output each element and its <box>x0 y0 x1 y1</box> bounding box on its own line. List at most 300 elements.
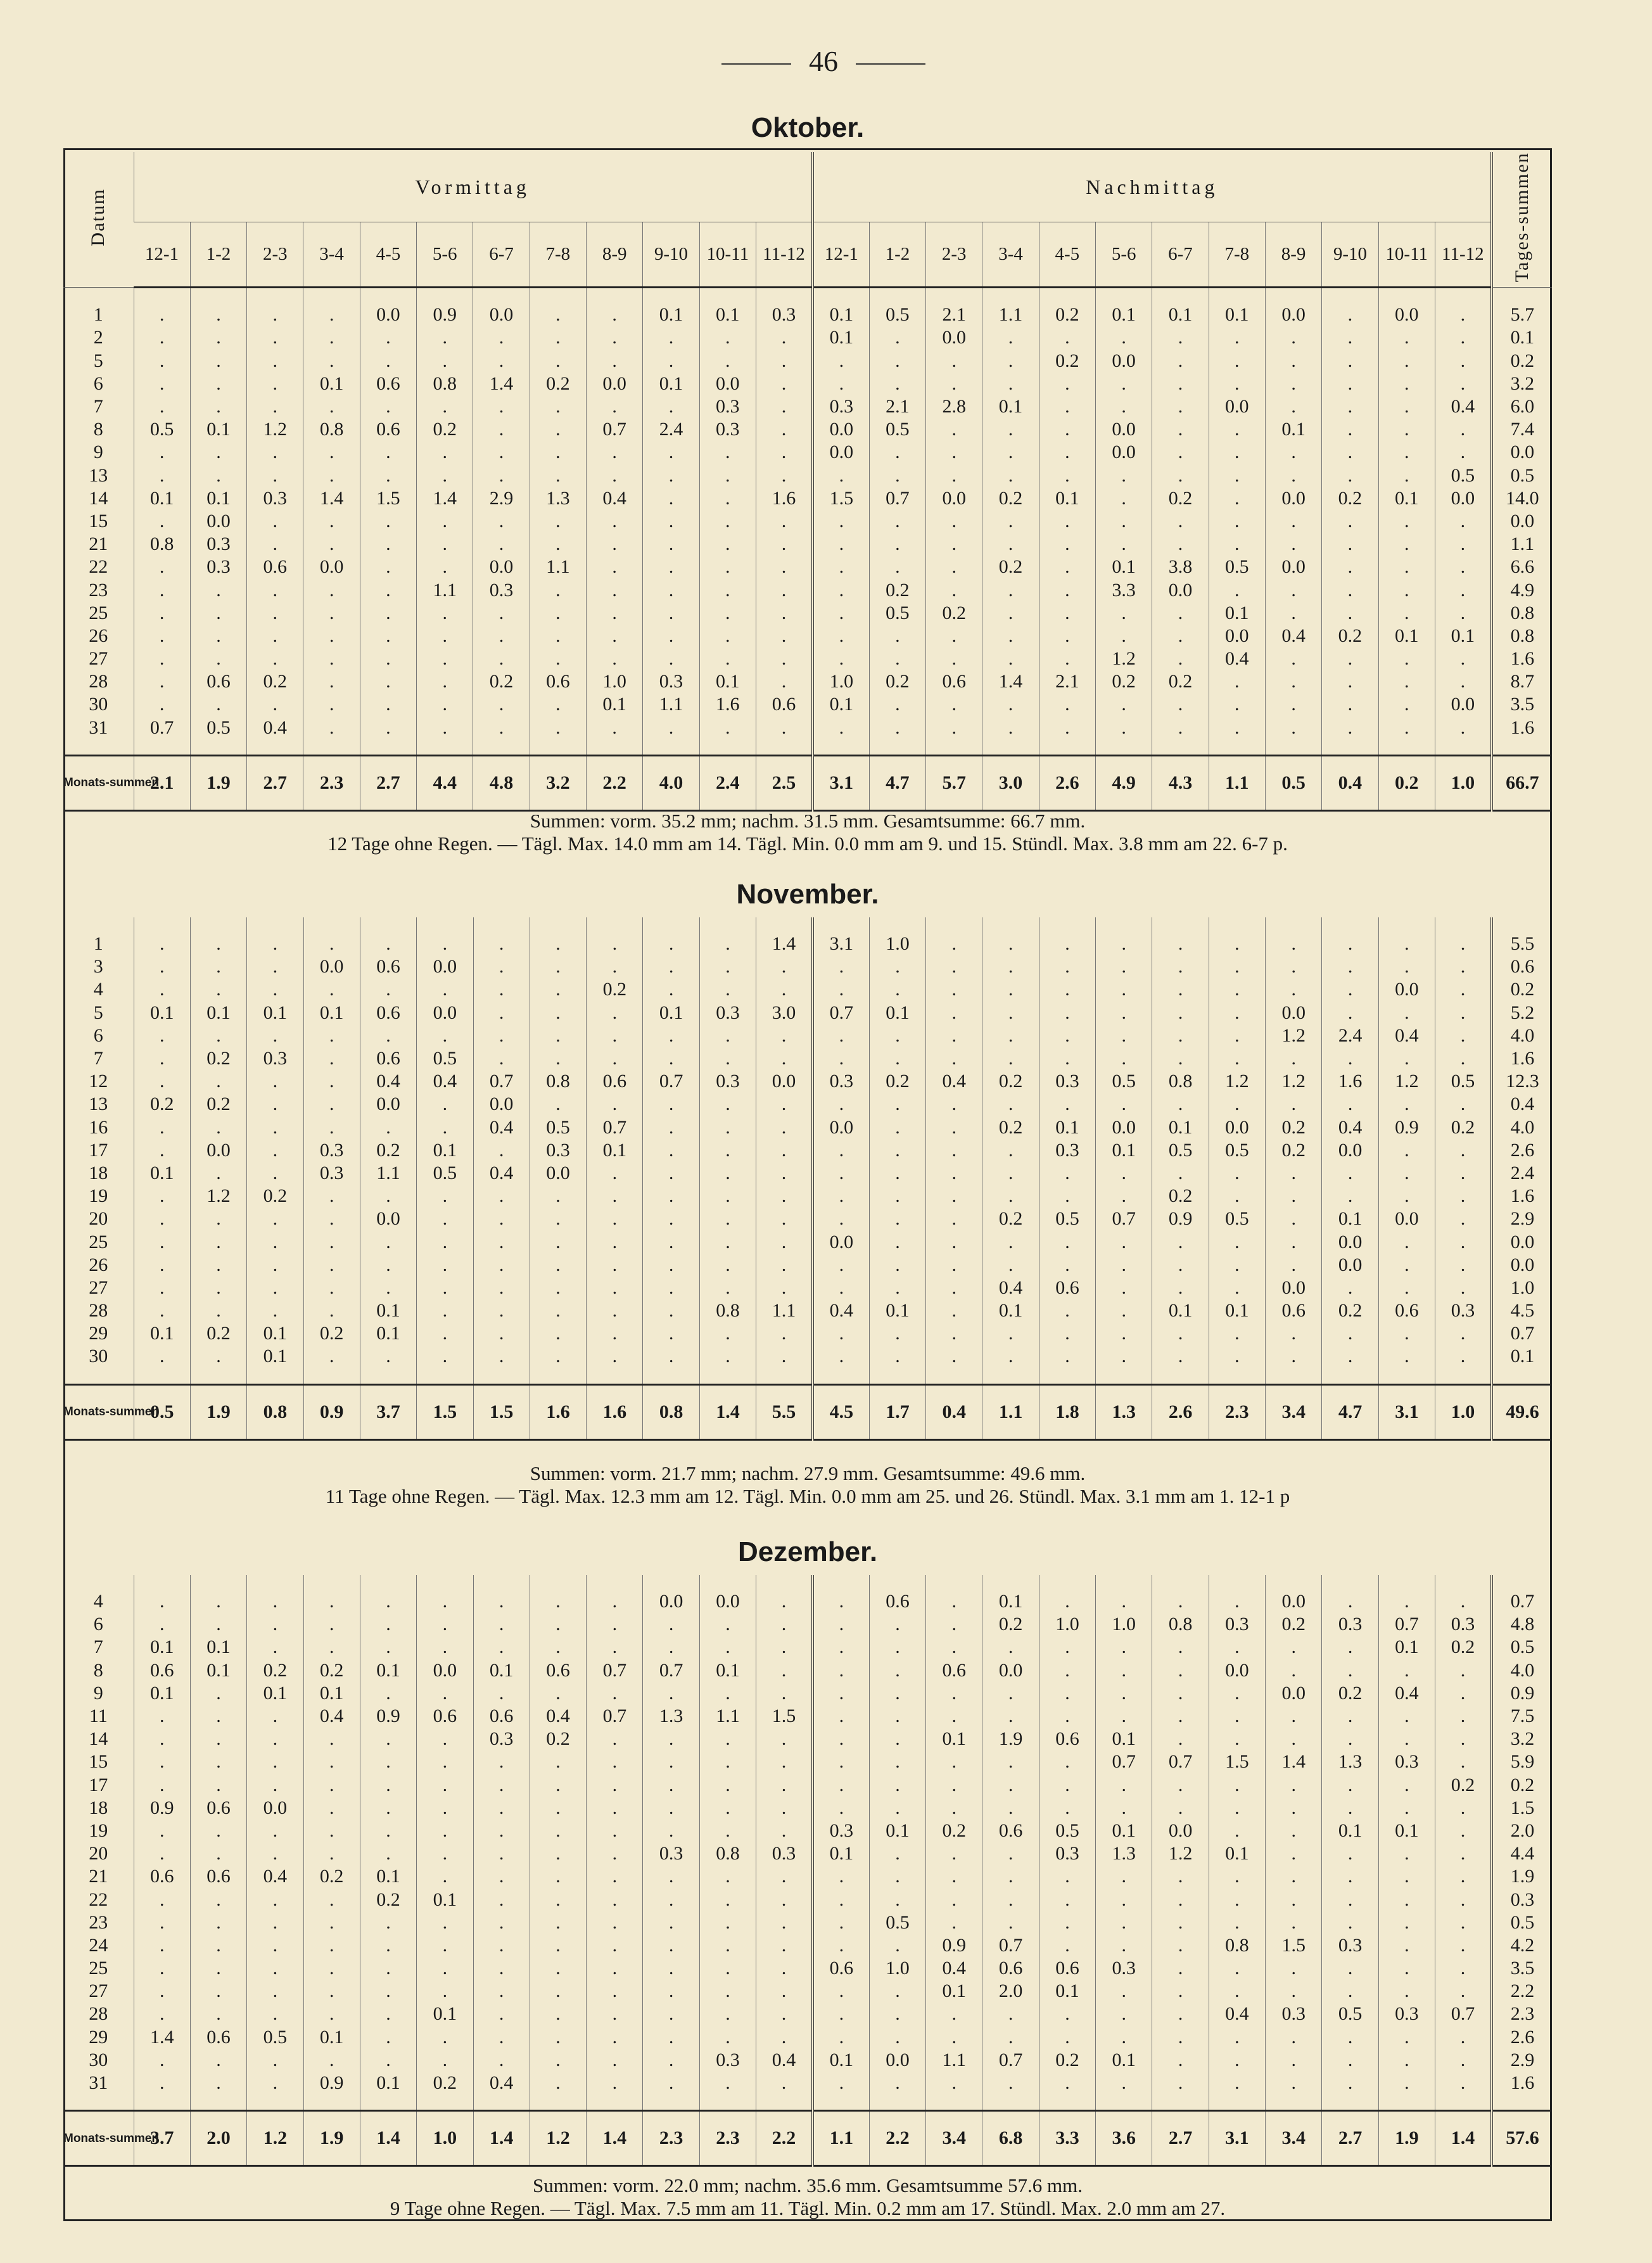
hour-value-cell: . <box>1322 1345 1378 1368</box>
hour-value-cell: . <box>643 1957 699 1980</box>
table-row <box>63 1728 1552 1750</box>
hour-value-cell: . <box>643 1888 699 1911</box>
hour-sum-cell: 1.0 <box>1435 755 1491 810</box>
hour-sum-cell: 2.2 <box>756 2111 813 2166</box>
hour-value-cell: . <box>247 2072 303 2094</box>
table-row <box>63 1911 1552 1934</box>
hour-value-cell: 2.8 <box>926 395 982 418</box>
hour-value-cell: 0.5 <box>134 418 190 441</box>
hour-value-cell: . <box>360 1842 416 1865</box>
hour-value-cell: . <box>982 1774 1039 1797</box>
hour-value-cell: . <box>643 1820 699 1842</box>
hour-value-cell: . <box>587 1093 643 1116</box>
hour-value-cell: . <box>473 350 530 373</box>
hour-value-cell: . <box>982 418 1039 441</box>
hour-value-cell: . <box>134 1185 190 1208</box>
hour-value-cell: . <box>756 350 812 373</box>
table-row <box>63 1139 1552 1162</box>
hour-value-cell: 0.1 <box>247 1322 303 1345</box>
table-row <box>63 464 1552 487</box>
hour-value-cell: 0.0 <box>813 1116 869 1139</box>
hour-value-cell: . <box>587 1002 643 1024</box>
table-row <box>63 1590 1552 1613</box>
hour-value-cell: 0.1 <box>699 1659 756 1682</box>
hour-value-cell: 0.0 <box>813 441 869 464</box>
hour-value-cell: . <box>699 1093 756 1116</box>
hour-value-cell: . <box>982 1162 1039 1185</box>
hour-value-cell: 0.8 <box>1209 1934 1265 1957</box>
summary-dezember <box>63 2174 1552 2220</box>
hour-sum-cell: 2.6 <box>1039 755 1095 810</box>
hour-value-cell: . <box>247 1750 303 1773</box>
hour-value-cell: . <box>1152 1888 1209 1911</box>
hour-value-cell: 0.9 <box>926 1934 982 1957</box>
hour-value-cell: 0.5 <box>417 1047 473 1070</box>
hour-value-cell: . <box>926 1047 982 1070</box>
hour-value-cell: . <box>247 693 303 716</box>
hour-value-cell: . <box>190 955 246 978</box>
hour-value-cell: 0.0 <box>360 303 416 326</box>
hour-value-cell: 0.8 <box>134 533 190 556</box>
hour-header: 11-12 <box>756 222 812 288</box>
hour-value-cell: . <box>417 1185 473 1208</box>
date-cell: 17 <box>89 1774 108 1795</box>
hour-value-cell: . <box>1378 1162 1435 1185</box>
hour-sum-cell: 2.7 <box>1322 2111 1378 2166</box>
hour-value-cell: . <box>813 1934 869 1957</box>
hour-value-cell: . <box>869 510 925 533</box>
table-row <box>63 955 1552 978</box>
hour-value-cell: . <box>813 2026 869 2049</box>
date-cell: 19 <box>89 1820 108 1841</box>
hour-sum-cell: 1.4 <box>587 2111 643 2166</box>
hour-sum-cell: 0.8 <box>247 1384 303 1439</box>
hour-value-cell: . <box>699 1047 756 1070</box>
hour-value-cell: 0.6 <box>360 955 416 978</box>
hour-value-cell: 0.7 <box>587 1705 643 1728</box>
rainfall-table-november <box>63 917 1552 1441</box>
date-cell: 30 <box>89 1346 108 1367</box>
hour-value-cell: 1.6 <box>756 487 812 510</box>
hour-value-cell: 0.3 <box>643 670 699 693</box>
hour-value-cell: 0.0 <box>643 1590 699 1613</box>
hour-value-cell: . <box>813 1888 869 1911</box>
hour-value-cell: 0.4 <box>1378 1682 1435 1705</box>
hour-value-cell: . <box>360 510 416 533</box>
hour-value-cell: . <box>303 625 360 647</box>
hour-value-cell: . <box>699 1750 756 1773</box>
hour-value-cell: 0.1 <box>1209 303 1265 326</box>
hour-value-cell: . <box>1322 395 1378 418</box>
hour-value-cell: . <box>756 1162 813 1185</box>
hour-value-cell: . <box>756 1345 813 1368</box>
hour-value-cell: . <box>643 1322 699 1345</box>
hour-value-cell: . <box>869 1842 925 1865</box>
table-row <box>63 1682 1552 1705</box>
hour-value-cell: . <box>699 1820 756 1842</box>
hour-value-cell: . <box>982 464 1039 487</box>
hour-value-cell: . <box>303 1590 360 1613</box>
day-total-cell: 1.9 <box>1492 1865 1552 1888</box>
hour-value-cell: 0.1 <box>982 1590 1039 1613</box>
hour-value-cell: 3.1 <box>813 933 869 955</box>
hour-value-cell: . <box>982 1024 1039 1047</box>
hour-value-cell: 0.1 <box>360 1299 416 1322</box>
hour-value-cell: . <box>303 1750 360 1773</box>
hour-value-cell: . <box>869 1774 925 1797</box>
hour-value-cell: . <box>869 2072 925 2094</box>
hour-value-cell: 0.1 <box>190 418 246 441</box>
hour-value-cell: 0.6 <box>756 693 812 716</box>
hour-value-cell: . <box>473 1820 530 1842</box>
hour-value-cell: 0.3 <box>699 395 756 418</box>
hour-value-cell: . <box>1322 1590 1378 1613</box>
hour-value-cell: . <box>1096 1047 1152 1070</box>
hour-value-cell: . <box>926 556 982 578</box>
hour-value-cell: 0.6 <box>360 373 416 395</box>
hour-value-cell: . <box>1152 1345 1209 1368</box>
summary-line-1: Summen: vorm. 22.0 mm; nachm. 35.6 mm. Gesamtsumme 57.6 mm. <box>533 2174 1083 2196</box>
hour-value-cell: . <box>1322 647 1378 670</box>
hour-value-cell: . <box>190 1842 246 1865</box>
hour-value-cell: . <box>530 717 586 739</box>
hour-value-cell: . <box>1435 1888 1492 1911</box>
hour-value-cell: . <box>643 1208 699 1230</box>
hour-value-cell: . <box>247 978 303 1001</box>
hour-value-cell: 0.6 <box>1266 1299 1322 1322</box>
hour-value-cell: 0.7 <box>587 1659 643 1682</box>
date-cell: 4 <box>93 979 103 1000</box>
hour-value-cell: 0.1 <box>134 1636 190 1659</box>
hour-value-cell: . <box>1322 1636 1378 1659</box>
hour-value-cell: . <box>643 1865 699 1888</box>
hour-value-cell: . <box>134 2072 190 2094</box>
hour-value-cell: . <box>1039 647 1095 670</box>
hour-value-cell: . <box>134 1070 190 1093</box>
hour-value-cell: . <box>417 1842 473 1865</box>
hour-sum-cell: 2.1 <box>134 755 190 810</box>
hour-value-cell: 0.1 <box>643 373 699 395</box>
hour-value-cell: . <box>982 1185 1039 1208</box>
hour-value-cell: . <box>417 978 473 1001</box>
hour-value-cell: . <box>1209 533 1265 556</box>
hour-value-cell: . <box>756 464 812 487</box>
hour-value-cell: . <box>1152 2003 1209 2025</box>
hour-sum-cell: 2.3 <box>303 755 360 810</box>
date-cell: 8 <box>93 419 103 440</box>
hour-header: 10-11 <box>1378 222 1435 288</box>
hour-value-cell: . <box>1209 1820 1265 1842</box>
hour-value-cell: 0.0 <box>1209 395 1265 418</box>
hour-value-cell: . <box>869 2003 925 2025</box>
hour-value-cell: 0.6 <box>813 1957 869 1980</box>
hour-value-cell: . <box>1435 1093 1492 1116</box>
hour-value-cell: 0.1 <box>247 1002 303 1024</box>
hour-value-cell: . <box>473 1230 530 1253</box>
hour-value-cell: . <box>417 647 473 670</box>
hour-value-cell: . <box>1096 1705 1152 1728</box>
hour-sum-cell: 3.3 <box>1039 2111 1095 2166</box>
day-total-cell: 4.0 <box>1492 1116 1552 1139</box>
hour-value-cell: . <box>473 1047 530 1070</box>
hour-value-cell: 0.0 <box>1435 487 1491 510</box>
table-row <box>63 1185 1552 1208</box>
hour-value-cell: . <box>134 1345 190 1368</box>
hour-value-cell: 0.4 <box>1378 1024 1435 1047</box>
hour-value-cell: . <box>869 1345 925 1368</box>
hour-value-cell: . <box>982 373 1039 395</box>
hour-sum-cell: 3.6 <box>1096 2111 1152 2166</box>
date-cell: 18 <box>89 1162 108 1183</box>
hour-header: 4-5 <box>360 222 416 288</box>
hour-value-cell: . <box>134 2003 190 2025</box>
hour-value-cell: . <box>756 510 812 533</box>
hour-value-cell: . <box>360 1750 416 1773</box>
hour-value-cell: . <box>756 1047 813 1070</box>
hour-value-cell: 0.5 <box>1209 556 1265 578</box>
hour-value-cell: . <box>473 418 530 441</box>
hour-value-cell: 1.5 <box>1209 1750 1265 1773</box>
hour-value-cell: . <box>587 533 643 556</box>
hour-value-cell: . <box>1322 578 1378 601</box>
day-total-cell: 2.9 <box>1492 1208 1552 1230</box>
hour-value-cell: 0.1 <box>360 2072 416 2094</box>
hour-value-cell: . <box>1322 1957 1378 1980</box>
hour-value-cell: 1.1 <box>417 578 473 601</box>
hour-value-cell: . <box>1152 933 1209 955</box>
hour-value-cell: . <box>360 1682 416 1705</box>
hour-value-cell: . <box>1265 326 1321 349</box>
hour-value-cell: 0.3 <box>1209 1613 1265 1636</box>
hour-value-cell: . <box>1322 670 1378 693</box>
hour-value-cell: 1.5 <box>360 487 416 510</box>
hour-value-cell: . <box>134 978 190 1001</box>
date-cell: 21 <box>89 1866 108 1887</box>
hour-value-cell: . <box>1039 556 1095 578</box>
hour-value-cell: 0.5 <box>417 1162 473 1185</box>
hour-value-cell: 0.0 <box>587 373 643 395</box>
hour-value-cell: . <box>1096 693 1152 716</box>
hour-value-cell: . <box>360 647 416 670</box>
hour-value-cell: . <box>587 1299 643 1322</box>
hour-value-cell: 0.4 <box>926 1957 982 1980</box>
hour-value-cell: 0.6 <box>473 1705 530 1728</box>
day-total-cell: 0.5 <box>1492 464 1552 487</box>
hour-value-cell: . <box>1435 510 1491 533</box>
hour-value-cell: . <box>699 441 756 464</box>
date-cell: 14 <box>89 1728 108 1750</box>
hour-value-cell: . <box>1209 978 1265 1001</box>
hour-value-cell: . <box>1152 1728 1209 1750</box>
hour-value-cell: 0.2 <box>473 670 530 693</box>
date-cell: 9 <box>93 1682 103 1704</box>
hour-value-cell: 0.1 <box>473 1659 530 1682</box>
hour-value-cell: . <box>1378 1345 1435 1368</box>
hour-value-cell: . <box>1039 1636 1095 1659</box>
hour-value-cell: . <box>813 373 869 395</box>
date-cell: 17 <box>89 1139 108 1161</box>
hour-value-cell: . <box>1152 2072 1209 2094</box>
hour-value-cell: . <box>247 533 303 556</box>
hour-value-cell: . <box>1266 1865 1322 1888</box>
table-row <box>63 441 1552 464</box>
hour-value-cell: . <box>190 1750 246 1773</box>
hour-value-cell: . <box>756 1116 813 1139</box>
hour-value-cell: 0.4 <box>473 1162 530 1185</box>
hour-value-cell: . <box>530 1230 586 1253</box>
hour-value-cell: . <box>1435 373 1491 395</box>
hour-value-cell: . <box>643 1750 699 1773</box>
hour-value-cell: . <box>1209 1277 1265 1299</box>
hour-value-cell: . <box>1152 533 1209 556</box>
hour-value-cell: . <box>1096 933 1152 955</box>
day-total-cell: 2.4 <box>1492 1162 1552 1185</box>
hour-value-cell: . <box>1378 1888 1435 1911</box>
date-cell: 7 <box>93 1636 103 1658</box>
hour-value-cell: 0.1 <box>813 326 869 349</box>
hour-value-cell: . <box>1265 441 1321 464</box>
hour-value-cell: . <box>1435 1934 1492 1957</box>
hour-value-cell: 1.6 <box>1322 1070 1378 1093</box>
hour-value-cell: 0.1 <box>1265 418 1321 441</box>
hour-value-cell: . <box>190 578 246 601</box>
hour-value-cell: 0.0 <box>303 955 360 978</box>
hour-value-cell: . <box>1322 955 1378 978</box>
date-cell: 18 <box>89 1797 108 1818</box>
hour-value-cell: . <box>360 1636 416 1659</box>
hour-value-cell: . <box>1435 1659 1492 1682</box>
hour-value-cell: 0.3 <box>1039 1070 1095 1093</box>
hour-value-cell: 0.1 <box>869 1820 925 1842</box>
hour-value-cell: . <box>134 1750 190 1773</box>
hour-value-cell: . <box>303 1820 360 1842</box>
hour-value-cell: 0.5 <box>247 2026 303 2049</box>
hour-value-cell: 0.1 <box>360 1322 416 1345</box>
tagessummen-label: Tages-summen <box>1511 152 1533 283</box>
hour-value-cell: . <box>247 625 303 647</box>
day-total-cell: 4.2 <box>1492 1934 1552 1957</box>
hour-value-cell: . <box>1435 933 1492 955</box>
hour-value-cell: . <box>303 1277 360 1299</box>
hour-value-cell: . <box>699 556 756 578</box>
hour-value-cell: . <box>360 625 416 647</box>
hour-value-cell: . <box>417 1613 473 1636</box>
hour-value-cell: 0.8 <box>303 418 360 441</box>
hour-value-cell: 0.3 <box>1266 2003 1322 2025</box>
hour-value-cell: . <box>982 978 1039 1001</box>
hour-value-cell: 0.3 <box>1322 1613 1378 1636</box>
hour-value-cell: . <box>869 647 925 670</box>
hour-value-cell: . <box>813 1797 869 1820</box>
hour-value-cell: . <box>1096 1185 1152 1208</box>
hour-value-cell: . <box>1322 1002 1378 1024</box>
hour-value-cell: 3.3 <box>1096 578 1152 601</box>
hour-value-cell: . <box>813 1185 869 1208</box>
hour-value-cell: . <box>1322 1774 1378 1797</box>
hour-value-cell: 0.3 <box>756 303 812 326</box>
hour-value-cell: . <box>813 1705 869 1728</box>
hour-value-cell: . <box>699 1774 756 1797</box>
hour-value-cell: . <box>1039 717 1095 739</box>
hour-value-cell: . <box>1266 1047 1322 1070</box>
hour-value-cell: . <box>303 670 360 693</box>
hour-value-cell: . <box>134 326 190 349</box>
hour-value-cell: . <box>417 933 473 955</box>
hour-value-cell: . <box>756 1613 813 1636</box>
hour-value-cell: 0.1 <box>813 693 869 716</box>
hour-value-cell: . <box>247 1957 303 1980</box>
hour-value-cell: . <box>360 1934 416 1957</box>
hour-value-cell: 0.2 <box>1322 625 1378 647</box>
hour-value-cell: . <box>1435 1865 1492 1888</box>
hour-value-cell: 0.4 <box>756 2049 813 2072</box>
hour-header: 8-9 <box>587 222 643 288</box>
table-row <box>63 533 1552 556</box>
hour-value-cell: . <box>1039 955 1095 978</box>
hour-value-cell: 0.2 <box>1435 1116 1492 1139</box>
hour-sum-cell: 0.8 <box>643 1384 699 1439</box>
hour-value-cell: . <box>1378 670 1435 693</box>
day-total-cell: 5.9 <box>1492 1750 1552 1773</box>
hour-value-cell: 0.1 <box>303 373 360 395</box>
hour-value-cell: . <box>190 602 246 625</box>
hour-value-cell: . <box>360 2049 416 2072</box>
hour-value-cell: . <box>982 1002 1039 1024</box>
hour-value-cell: 1.3 <box>643 1705 699 1728</box>
hour-value-cell: 0.0 <box>699 1590 756 1613</box>
hour-value-cell: . <box>530 1888 586 1911</box>
hour-value-cell: . <box>1039 1750 1095 1773</box>
hour-value-cell: . <box>643 1682 699 1705</box>
table-row <box>63 1865 1552 1888</box>
day-total-cell: 5.5 <box>1492 933 1552 955</box>
hour-value-cell: . <box>1266 955 1322 978</box>
hour-value-cell: . <box>1435 955 1492 978</box>
hour-value-cell: 1.4 <box>134 2026 190 2049</box>
hour-value-cell: 0.0 <box>1378 1208 1435 1230</box>
hour-sum-cell: 3.4 <box>1266 1384 1322 1439</box>
hour-value-cell: . <box>1209 2026 1265 2049</box>
hour-value-cell: . <box>1265 533 1321 556</box>
date-cell: 6 <box>93 1614 103 1635</box>
hour-sum-cell: 3.7 <box>134 2111 190 2166</box>
hour-value-cell: . <box>190 1299 246 1322</box>
hour-value-cell: . <box>813 1980 869 2003</box>
hour-value-cell: . <box>473 1774 530 1797</box>
hour-value-cell: . <box>530 1047 586 1070</box>
hour-value-cell: . <box>699 464 756 487</box>
hour-value-cell: . <box>1322 441 1378 464</box>
hour-value-cell: . <box>643 464 699 487</box>
hour-header: 4-5 <box>1039 222 1095 288</box>
hour-value-cell: . <box>1039 510 1095 533</box>
hour-value-cell: . <box>1322 1888 1378 1911</box>
hour-value-cell: 0.2 <box>190 1093 246 1116</box>
hour-value-cell: 0.4 <box>303 1705 360 1728</box>
hour-value-cell: 0.4 <box>1322 1116 1378 1139</box>
day-total-cell: 4.0 <box>1492 1024 1552 1047</box>
day-total-cell: 0.8 <box>1492 625 1552 647</box>
hour-value-cell: . <box>926 693 982 716</box>
hour-value-cell: . <box>247 1728 303 1750</box>
hour-value-cell: . <box>1096 1911 1152 1934</box>
hour-header: 1-2 <box>869 222 925 288</box>
hour-value-cell: 0.1 <box>1039 1980 1095 2003</box>
hour-sum-cell: 3.2 <box>530 755 586 810</box>
hour-value-cell: . <box>869 1230 925 1253</box>
page-number <box>697 39 950 84</box>
hour-value-cell: . <box>134 1208 190 1230</box>
